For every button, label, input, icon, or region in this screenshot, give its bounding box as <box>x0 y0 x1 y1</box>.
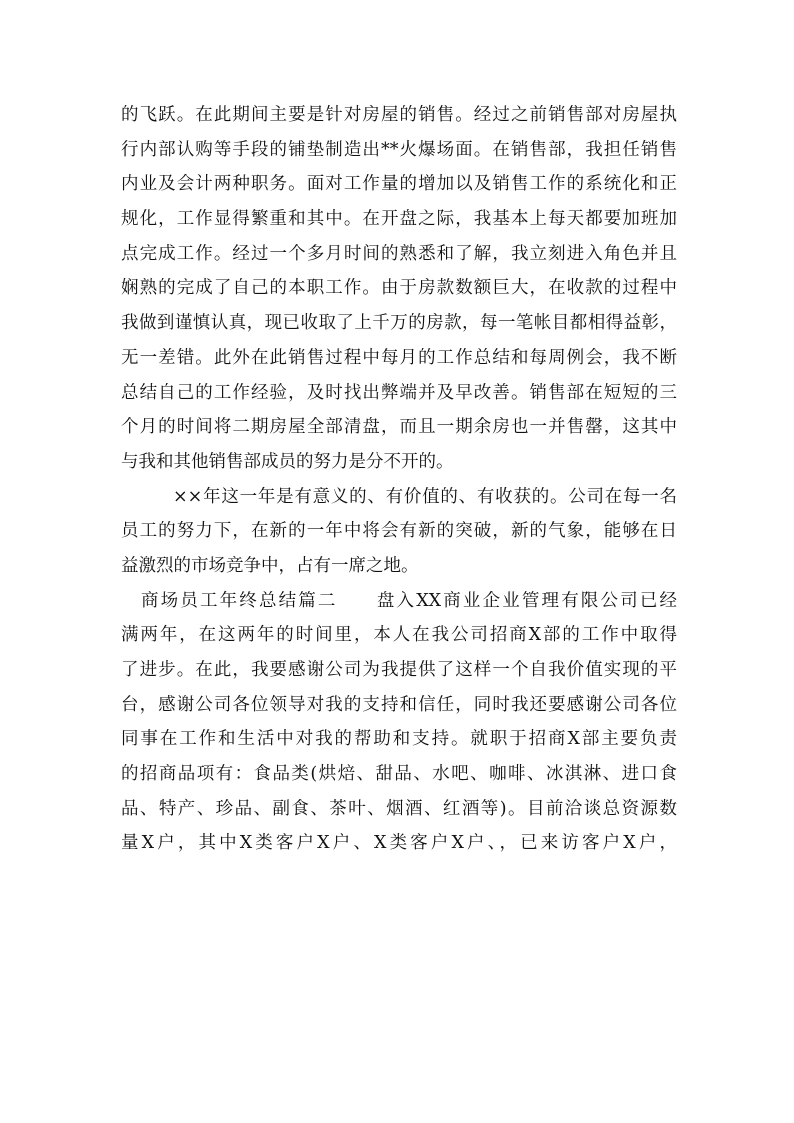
text-line: 满两年，在这两年的时间里，本人在我公司招商X部的工作中取得 <box>121 625 677 646</box>
paragraph-summary-part-two <box>121 584 677 862</box>
text-line: 娴熟的完成了自己的本职工作。由于房款数额巨大，在收款的过程中 <box>121 278 677 299</box>
text-line: 点完成工作。经过一个多月时间的熟悉和了解，我立刻进入角色并且 <box>121 243 677 264</box>
text-line: 行内部认购等手段的铺垫制造出**火爆场面。在销售部，我担任销售 <box>121 139 677 160</box>
text-line: 我做到谨慎认真，现已收取了上千万的房款，每一笔帐目都相得益彰， <box>121 313 677 334</box>
text-line: 量X户，其中X类客户X户、X类客户X户、，已来访客户X户， <box>121 833 677 854</box>
text-line: 的飞跃。在此期间主要是针对房屋的销售。经过之前销售部对房屋执 <box>121 105 677 125</box>
text-line: 益激烈的市场竞争中，占有一席之地。 <box>121 555 419 576</box>
text-line: ××年这一年是有意义的、有价值的、有收获的。公司在每一名 <box>173 486 677 507</box>
text-line: 规化，工作显得繁重和其中。在开盘之际，我基本上每天都要加班加 <box>121 209 677 230</box>
paragraph-sales-work <box>121 98 677 480</box>
text-line: 了进步。在此，我要感谢公司为我提供了这样一个自我价值实现的平 <box>121 660 677 680</box>
text-line: 商场员工年终总结篇二 盘入XX商业企业管理有限公司已经 <box>141 590 677 611</box>
text-line: 无一差错。此外在此销售过程中每月的工作总结和每周例会，我不断 <box>121 347 677 368</box>
text-line: 的招商品项有：食品类(烘焙、甜品、水吧、咖啡、冰淇淋、进口食 <box>121 764 677 785</box>
text-line: 内业及会计两种职务。面对工作量的增加以及销售工作的系统化和正 <box>121 174 677 195</box>
text-line: 与我和其他销售部成员的努力是分不开的。 <box>121 451 454 472</box>
text-line: 个月的时间将二期房屋全部清盘，而且一期余房也一并售罄，这其中 <box>121 417 677 438</box>
text-line: 台，感谢公司各位领导对我的支持和信任，同时我还要感谢公司各位 <box>121 694 677 715</box>
text-line: 同事在工作和生活中对我的帮助和支持。就职于招商X部主要负责 <box>121 729 677 750</box>
text-line: 品、特产、珍品、副食、茶叶、烟酒、红酒等)。目前洽谈总资源数 <box>121 798 677 819</box>
text-line: 总结自己的工作经验，及时找出弊端并及早改善。销售部在短短的三 <box>121 382 677 403</box>
paragraph-year-summary <box>121 480 677 584</box>
text-line: 员工的努力下，在新的一年中将会有新的突破，新的气象，能够在日 <box>121 521 677 542</box>
document-body <box>121 98 677 861</box>
